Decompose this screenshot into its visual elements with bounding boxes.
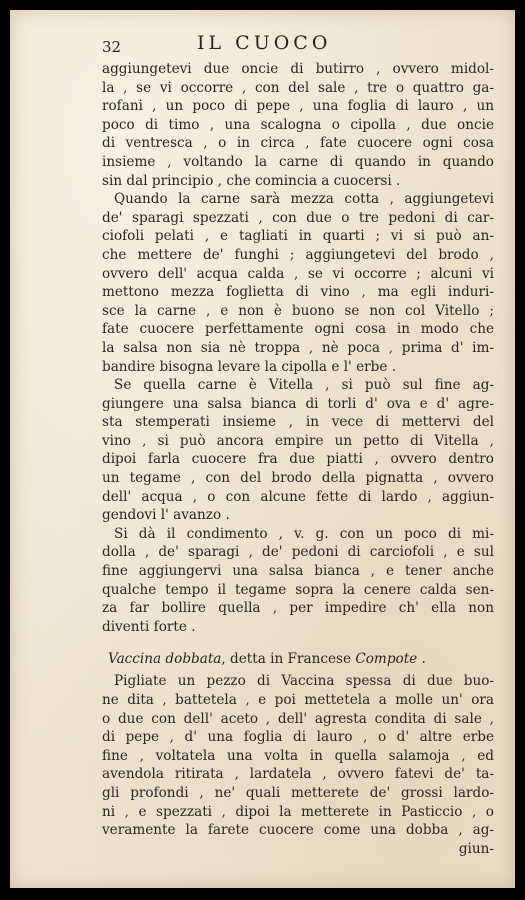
text-line: gendovi l' avanzo . xyxy=(102,507,230,524)
text-line: mettono mezza foglietta di vino , ma egli induri- xyxy=(102,284,494,301)
text-line: giun- xyxy=(458,840,494,857)
text-line: fine , voltatela una volta in quella salamoja , ed xyxy=(102,747,494,764)
text-line: qualche tempo il tegame sopra la cenere calda sen- xyxy=(102,581,494,598)
text-line: di pepe , d' una foglia di lauro , o d' altre erbe xyxy=(102,729,494,746)
text-line: avendola ritirata , lardatela , ovvero fatevi de' ta- xyxy=(102,766,494,783)
text-line: che mettere de' funghi ; aggiungetevi del brodo , xyxy=(102,246,494,263)
text-line: o due con dell' aceto , dell' agresta condita di sale , xyxy=(102,710,494,727)
text-line: ni , e spezzati , dipoi la metterete in Pasticcio , o xyxy=(102,803,494,820)
heading-end: . xyxy=(417,651,426,668)
heading-title: Vaccina dobbata xyxy=(108,651,222,668)
text-line: la , se vi occorre , con del sale , tre o quattro ga- xyxy=(102,79,494,96)
body-paragraphs xyxy=(102,60,494,636)
text-line: Quando la carne sarà mezza cotta , aggiungetevi xyxy=(114,191,494,208)
book-page xyxy=(10,10,515,888)
text-line: ovvero dell' acqua calda , se vi occorre ; alcuni vi xyxy=(102,265,494,282)
text-line: fate cuocere perfettamente ogni cosa in modo che xyxy=(102,321,494,338)
text-line: rofani , un poco di pepe , una foglia di lauro , un xyxy=(102,98,494,115)
text-line: ciofoli pelati , e tagliati in quarti ; vi si può an- xyxy=(102,228,494,245)
text-line: giungere una salsa bianca di torli d' ova e d' agre- xyxy=(102,395,494,412)
text-line: dolla , de' sparagi , de' pedoni di carciofoli , e sul xyxy=(102,544,494,561)
text-line: Pigliate un pezzo di Vaccina spessa di due buo- xyxy=(114,673,494,690)
text-line: sta stemperati insieme , in vece di mettervi del xyxy=(102,414,494,431)
text-line: un tegame , con del brodo della pignatta , ovvero xyxy=(102,470,494,487)
recipe-heading xyxy=(102,650,494,672)
text-line: za far bollire quella , per impedire ch' ella non xyxy=(102,600,494,617)
heading-french-term: Compote xyxy=(355,651,418,668)
section-spacer xyxy=(102,636,494,650)
page-number: 32 xyxy=(102,38,122,56)
text-line: dell' acqua , o con alcune fette di lardo , aggiun- xyxy=(102,488,494,505)
text-line: diventi forte . xyxy=(102,618,196,635)
text-line: veramente la farete cuocere come una dobba , ag- xyxy=(102,822,494,839)
text-line: sce la carne , e non è buono se non col Vitello ; xyxy=(102,302,494,319)
page-header xyxy=(102,32,494,60)
text-block xyxy=(102,32,494,858)
text-line: fine aggiungervi una salsa bianca , e tener anche xyxy=(102,563,494,580)
heading-connector: , detta in Francese xyxy=(221,651,356,668)
text-line: Se quella carne è Vitella , si può sul fine ag- xyxy=(114,377,494,394)
text-line: bandire bisogna levare la cipolla e l' erbe . xyxy=(102,358,397,375)
running-head: IL CUOCO xyxy=(197,32,332,54)
text-line: di ventresca , o in circa , fate cuocere ogni cosa xyxy=(102,135,494,152)
recipe-paragraph xyxy=(102,672,494,858)
text-line: Si dà il condimento , v. g. con un poco di mi- xyxy=(114,525,494,542)
text-line: aggiungetevi due oncie di butirro , ovvero midol- xyxy=(102,61,494,77)
text-line: vino , si può ancora empire un petto di Vitella , xyxy=(102,432,494,449)
text-line: la salsa non sia nè troppa , nè poca , prima d' im- xyxy=(102,339,494,356)
text-line: insieme , voltando la carne di quando in quando xyxy=(102,153,494,170)
text-line: poco di timo , una scalogna o cipolla , due oncie xyxy=(102,116,494,133)
text-line: sin dal principio , che comincia a cuocersi . xyxy=(102,172,401,189)
text-line: gli profondi , ne' quali metterete de' grossi lardo- xyxy=(102,784,494,801)
text-line: ne dita , battetela , e poi mettetela a molle un' ora xyxy=(102,692,494,708)
text-line: de' sparagi spezzati , con due o tre pedoni di car- xyxy=(102,209,494,226)
text-line: dipoi farla cuocere fra due piatti , ovvero dentro xyxy=(102,451,494,468)
